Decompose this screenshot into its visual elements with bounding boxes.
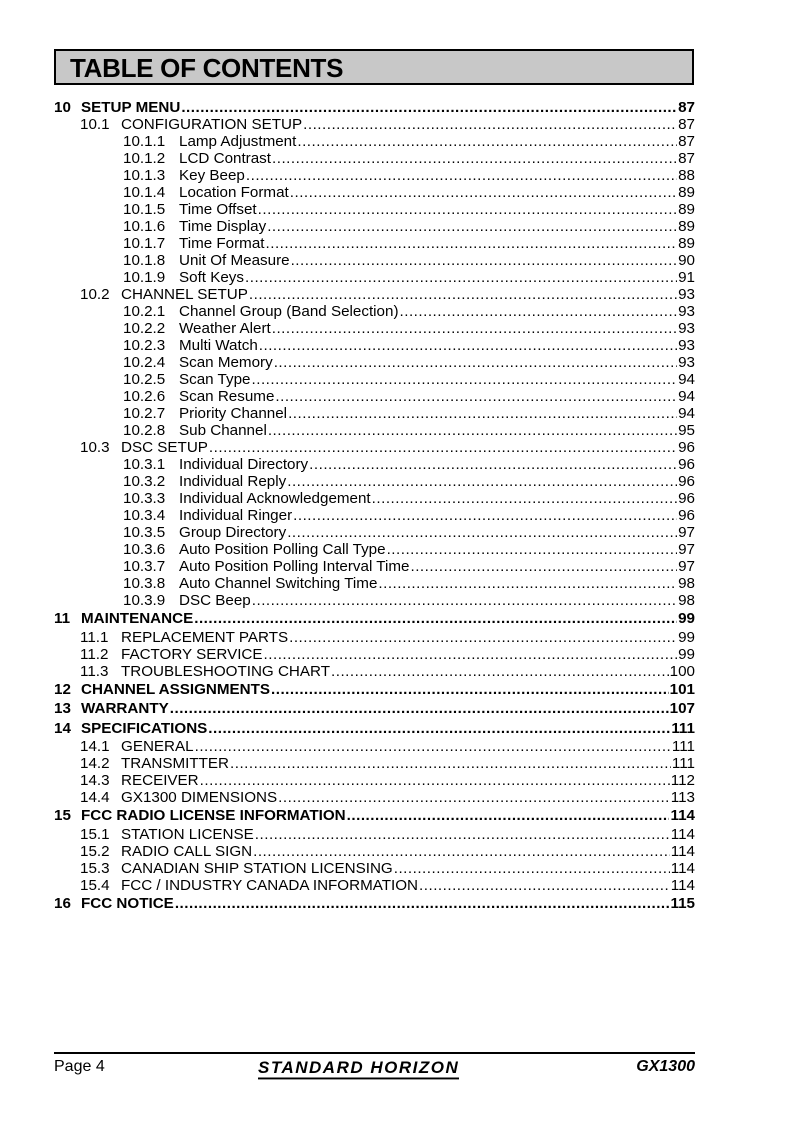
toc-entry-number: 16 (54, 894, 71, 912)
toc-entry-page: 114 (670, 807, 695, 824)
toc-entry-page: 111 (671, 719, 695, 737)
toc-dot-leader (387, 541, 678, 558)
toc-entry-page: 98 (678, 575, 695, 592)
toc-dot-leader (268, 422, 677, 439)
toc-entry-title: Key Beep (179, 167, 245, 184)
toc-dot-leader (293, 507, 677, 524)
toc-entry-title: Location Format (179, 184, 289, 201)
toc-entry-title: FCC NOTICE (81, 894, 174, 912)
toc-entry-number: 10.3.9 (123, 592, 166, 609)
toc-entry-number: 10.3.5 (123, 524, 166, 541)
toc-entry-page: 95 (678, 422, 695, 439)
toc-section-entry[interactable] (54, 116, 695, 133)
toc-entry-page: 94 (678, 405, 695, 422)
toc-entry-page: 96 (678, 439, 695, 456)
toc-entry-title: Scan Memory (179, 354, 273, 371)
brand-logo (258, 1059, 459, 1078)
toc-dot-leader (194, 609, 677, 629)
toc-entry-number: 10.1.9 (123, 269, 166, 286)
toc-entry-page: 87 (678, 116, 695, 133)
toc-entry-page: 87 (678, 150, 695, 167)
toc-section-entry[interactable] (54, 826, 695, 843)
toc-entry-page: 115 (670, 894, 695, 912)
toc-entry-title: GENERAL (121, 738, 194, 755)
toc-entry-title: Auto Position Polling Interval Time (179, 558, 410, 575)
toc-entry-page: 111 (671, 738, 695, 755)
toc-entry-title: TRANSMITTER (121, 755, 229, 772)
toc-dot-leader (272, 150, 677, 167)
toc-entry-number: 10.1.1 (123, 133, 166, 150)
footer-model-name: GX1300 (636, 1058, 695, 1075)
toc-dot-leader (271, 680, 669, 700)
toc-subsection-entry[interactable] (54, 388, 695, 405)
toc-entry-title: CHANNEL ASSIGNMENTS (81, 680, 271, 698)
toc-dot-leader (394, 860, 670, 877)
toc-entry-page: 99 (678, 645, 695, 663)
toc-entry-page: 99 (678, 610, 695, 627)
toc-entry-title: STATION LICENSE (121, 825, 254, 843)
toc-entry-title: RECEIVER (121, 772, 199, 789)
toc-subsection-entry[interactable] (54, 337, 695, 354)
brand-logo-underline (258, 1078, 459, 1080)
toc-entry-number: 14 (54, 719, 71, 737)
toc-entry-title: DSC SETUP (121, 439, 208, 456)
toc-dot-leader (309, 456, 677, 473)
toc-entry-title: CHANNEL SETUP (121, 286, 248, 303)
toc-entry-page: 114 (670, 842, 695, 860)
toc-entry-title: DSC Beep (179, 592, 251, 609)
toc-entry-page: 97 (678, 558, 695, 575)
toc-dot-leader (230, 755, 671, 772)
toc-entry-number: 13 (54, 700, 71, 717)
toc-entry-page: 113 (670, 789, 695, 806)
toc-entry-page: 89 (678, 184, 695, 201)
toc-entry-title: Time Offset (179, 201, 257, 218)
toc-entry-number: 10.3.4 (123, 507, 166, 524)
toc-dot-leader (175, 894, 670, 914)
toc-entry-number: 10.1.3 (123, 167, 166, 184)
toc-entry-page: 96 (678, 507, 695, 524)
toc-entry-title: FCC / INDUSTRY CANADA INFORMATION (121, 876, 419, 894)
toc-entry-title: Scan Type (179, 371, 251, 388)
toc-dot-leader (290, 184, 677, 201)
toc-entry-page: 107 (669, 700, 695, 717)
footer-page-number: Page 4 (54, 1058, 105, 1075)
toc-dot-leader (181, 99, 677, 116)
toc-entry-page: 89 (678, 218, 695, 235)
toc-chapter-entry[interactable] (54, 719, 695, 739)
toc-entry-number: 10.3.6 (123, 541, 166, 558)
toc-entry-number: 11.3 (80, 662, 109, 680)
toc-entry-title: Individual Directory (179, 456, 309, 473)
toc-dot-leader (195, 738, 671, 755)
toc-entry-number: 14.4 (80, 789, 110, 806)
toc-entry-number: 15.2 (80, 842, 110, 860)
toc-dot-leader (249, 286, 677, 303)
toc-section-entry[interactable] (54, 738, 695, 755)
toc-entry-page: 89 (678, 235, 695, 252)
toc-entry-title: Group Directory (179, 524, 287, 541)
toc-entry-title: Lamp Adjustment (179, 133, 297, 150)
toc-entry-number: 15.1 (80, 825, 110, 843)
toc-dot-leader (272, 320, 677, 337)
toc-entry-number: 10.3.8 (123, 575, 166, 592)
toc-entry-number: 10.2.4 (123, 354, 166, 371)
toc-subsection-entry[interactable] (54, 235, 695, 252)
toc-dot-leader (289, 629, 677, 646)
toc-entry-page: 87 (678, 99, 695, 116)
toc-entry-number: 15.4 (80, 876, 110, 894)
toc-entry-number: 10.2 (80, 286, 110, 303)
toc-subsection-entry[interactable] (54, 201, 695, 218)
toc-section-entry[interactable] (54, 663, 695, 680)
toc-dot-leader (200, 772, 670, 789)
toc-dot-leader (400, 303, 678, 320)
toc-entry-page: 112 (670, 772, 695, 789)
toc-subsection-entry[interactable] (54, 575, 695, 592)
toc-entry-number: 15.3 (80, 859, 110, 877)
toc-entry-page: 90 (678, 252, 695, 269)
toc-subsection-entry[interactable] (54, 252, 695, 269)
toc-entry-title: SETUP MENU (81, 99, 181, 116)
toc-entry-page: 94 (678, 388, 695, 405)
toc-dot-leader (378, 575, 677, 592)
toc-entry-page: 98 (678, 592, 695, 609)
toc-entry-title: REPLACEMENT PARTS (121, 628, 289, 646)
toc-section-entry[interactable] (54, 629, 695, 646)
toc-dot-leader (252, 371, 678, 388)
toc-dot-leader (410, 558, 677, 575)
brand-logo-text: STANDARD HORIZON (258, 1058, 460, 1077)
toc-entry-page: 88 (678, 167, 695, 184)
toc-dot-leader (252, 592, 677, 609)
toc-entry-number: 14.3 (80, 772, 110, 789)
toc-entry-number: 10.1.5 (123, 201, 166, 218)
toc-entry-title: SPECIFICATIONS (81, 719, 208, 737)
toc-entry-page: 114 (670, 876, 695, 894)
toc-entry-title: RADIO CALL SIGN (121, 842, 253, 860)
toc-entry-number: 10.3.3 (123, 490, 166, 507)
toc-dot-leader (347, 806, 670, 826)
toc-chapter-entry[interactable] (54, 806, 695, 826)
toc-entry-title: Unit Of Measure (179, 252, 290, 269)
toc-chapter-entry[interactable] (54, 680, 695, 700)
toc-entry-number: 10.2.8 (123, 422, 166, 439)
toc-entry-page: 97 (678, 524, 695, 541)
toc-entry-page: 93 (678, 286, 695, 303)
page-title: TABLE OF CONTENTS (70, 53, 344, 83)
toc-entry-number: 11 (54, 610, 71, 627)
toc-subsection-entry[interactable] (54, 167, 695, 184)
toc-entry-page: 99 (678, 628, 695, 646)
toc-dot-leader (303, 116, 677, 133)
toc-subsection-entry[interactable] (54, 473, 695, 490)
toc-section-entry[interactable] (54, 439, 695, 456)
toc-chapter-entry[interactable] (54, 609, 695, 629)
toc-subsection-entry[interactable] (54, 133, 695, 150)
toc-section-entry[interactable] (54, 772, 695, 789)
toc-subsection-entry[interactable] (54, 303, 695, 320)
toc-subsection-entry[interactable] (54, 524, 695, 541)
toc-entry-title: CONFIGURATION SETUP (121, 116, 303, 133)
toc-section-entry[interactable] (54, 789, 695, 806)
toc-dot-leader (258, 201, 677, 218)
toc-entry-title: Weather Alert (179, 320, 271, 337)
toc-subsection-entry[interactable] (54, 320, 695, 337)
footer-divider (54, 1052, 695, 1054)
toc-dot-leader (170, 699, 669, 719)
toc-entry-page: 114 (670, 859, 695, 877)
toc-entry-number: 10.1.2 (123, 150, 166, 167)
toc-dot-leader (275, 388, 677, 405)
toc-chapter-entry[interactable] (54, 699, 695, 719)
toc-entry-number: 11.2 (80, 645, 109, 663)
toc-entry-title: Priority Channel (179, 405, 288, 422)
toc-entry-number: 15 (54, 807, 71, 824)
toc-entry-number: 10.1.7 (123, 235, 166, 252)
toc-entry-title: CANADIAN SHIP STATION LICENSING (121, 859, 393, 877)
toc-subsection-entry[interactable] (54, 218, 695, 235)
toc-entry-page: 93 (678, 320, 695, 337)
table-of-contents (54, 99, 695, 913)
toc-entry-number: 10.1 (80, 116, 110, 133)
toc-entry-title: Soft Keys (179, 269, 244, 286)
toc-dot-leader (274, 354, 677, 371)
toc-subsection-entry[interactable] (54, 184, 695, 201)
toc-entry-page: 87 (678, 133, 695, 150)
toc-entry-page: 100 (669, 662, 695, 680)
toc-entry-page: 93 (678, 337, 695, 354)
toc-dot-leader (259, 337, 677, 354)
toc-entry-title: Individual Ringer (179, 507, 293, 524)
toc-entry-page: 91 (678, 269, 695, 286)
toc-entry-title: Auto Position Polling Call Type (179, 541, 386, 558)
toc-entry-page: 97 (678, 541, 695, 558)
toc-entry-number: 10.3 (80, 439, 110, 456)
toc-entry-number: 10.2.5 (123, 371, 166, 388)
toc-entry-page: 101 (669, 680, 695, 698)
toc-entry-number: 10.2.2 (123, 320, 166, 337)
toc-dot-leader (372, 490, 677, 507)
toc-entry-page: 94 (678, 371, 695, 388)
toc-entry-title: FCC RADIO LICENSE INFORMATION (81, 807, 346, 824)
toc-entry-number: 10.1.4 (123, 184, 166, 201)
toc-dot-leader (253, 843, 670, 860)
toc-entry-number: 14.1 (80, 738, 110, 755)
toc-entry-number: 14.2 (80, 755, 110, 772)
toc-section-entry[interactable] (54, 877, 695, 894)
toc-dot-leader (297, 133, 677, 150)
toc-section-entry[interactable] (54, 843, 695, 860)
toc-dot-leader (419, 877, 670, 894)
toc-subsection-entry[interactable] (54, 507, 695, 524)
toc-entry-number: 10.2.3 (123, 337, 166, 354)
toc-entry-title: FACTORY SERVICE (121, 645, 263, 663)
toc-entry-page: 114 (670, 825, 695, 843)
toc-entry-number: 10.2.6 (123, 388, 166, 405)
toc-dot-leader (245, 269, 677, 286)
toc-subsection-entry[interactable] (54, 150, 695, 167)
toc-dot-leader (287, 524, 677, 541)
toc-entry-title: TROUBLESHOOTING CHART (121, 662, 330, 680)
toc-dot-leader (266, 235, 678, 252)
toc-dot-leader (264, 646, 678, 663)
toc-entry-title: Time Display (179, 218, 267, 235)
toc-entry-number: 10.3.1 (123, 456, 166, 473)
toc-entry-title: Channel Group (Band Selection) (179, 303, 399, 320)
toc-dot-leader (209, 439, 677, 456)
toc-title-box (54, 49, 694, 85)
toc-subsection-entry[interactable] (54, 558, 695, 575)
toc-dot-leader (278, 789, 670, 806)
toc-entry-page: 96 (678, 490, 695, 507)
toc-entry-number: 10.1.6 (123, 218, 166, 235)
toc-entry-number: 10.1.8 (123, 252, 166, 269)
toc-subsection-entry[interactable] (54, 422, 695, 439)
toc-entry-number: 12 (54, 680, 71, 698)
toc-entry-number: 10.3.2 (123, 473, 166, 490)
toc-entry-title: Scan Resume (179, 388, 275, 405)
toc-entry-title: Sub Channel (179, 422, 267, 439)
toc-entry-title: LCD Contrast (179, 150, 272, 167)
toc-entry-number: 10.2.1 (123, 303, 166, 320)
toc-dot-leader (291, 252, 678, 269)
toc-entry-title: Individual Acknowledgement (179, 490, 371, 507)
toc-dot-leader (331, 663, 669, 680)
toc-entry-title: MAINTENANCE (81, 610, 194, 627)
toc-subsection-entry[interactable] (54, 490, 695, 507)
toc-entry-number: 10 (54, 99, 71, 116)
toc-entry-title: Multi Watch (179, 337, 258, 354)
toc-section-entry[interactable] (54, 646, 695, 663)
toc-entry-title: Individual Reply (179, 473, 287, 490)
toc-subsection-entry[interactable] (54, 541, 695, 558)
toc-entry-title: GX1300 DIMENSIONS (121, 789, 278, 806)
toc-entry-title: Time Format (179, 235, 265, 252)
toc-dot-leader (208, 719, 670, 739)
toc-entry-page: 96 (678, 473, 695, 490)
toc-entry-title: Auto Channel Switching Time (179, 575, 378, 592)
toc-entry-page: 89 (678, 201, 695, 218)
toc-entry-number: 10.3.7 (123, 558, 166, 575)
toc-chapter-entry[interactable] (54, 894, 695, 914)
toc-subsection-entry[interactable] (54, 592, 695, 609)
toc-section-entry[interactable] (54, 860, 695, 877)
toc-dot-leader (255, 826, 670, 843)
toc-section-entry[interactable] (54, 755, 695, 772)
toc-dot-leader (267, 218, 677, 235)
toc-subsection-entry[interactable] (54, 456, 695, 473)
toc-entry-page: 93 (678, 303, 695, 320)
toc-subsection-entry[interactable] (54, 371, 695, 388)
toc-dot-leader (288, 405, 677, 422)
toc-entry-number: 10.2.7 (123, 405, 166, 422)
toc-entry-page: 111 (671, 755, 695, 772)
toc-subsection-entry[interactable] (54, 405, 695, 422)
toc-dot-leader (246, 167, 677, 184)
toc-chapter-entry[interactable] (54, 99, 695, 116)
toc-section-entry[interactable] (54, 286, 695, 303)
toc-dot-leader (287, 473, 677, 490)
toc-subsection-entry[interactable] (54, 354, 695, 371)
toc-entry-title: WARRANTY (81, 700, 169, 717)
toc-entry-number: 11.1 (80, 628, 109, 646)
toc-entry-page: 93 (678, 354, 695, 371)
toc-subsection-entry[interactable] (54, 269, 695, 286)
toc-entry-page: 96 (678, 456, 695, 473)
